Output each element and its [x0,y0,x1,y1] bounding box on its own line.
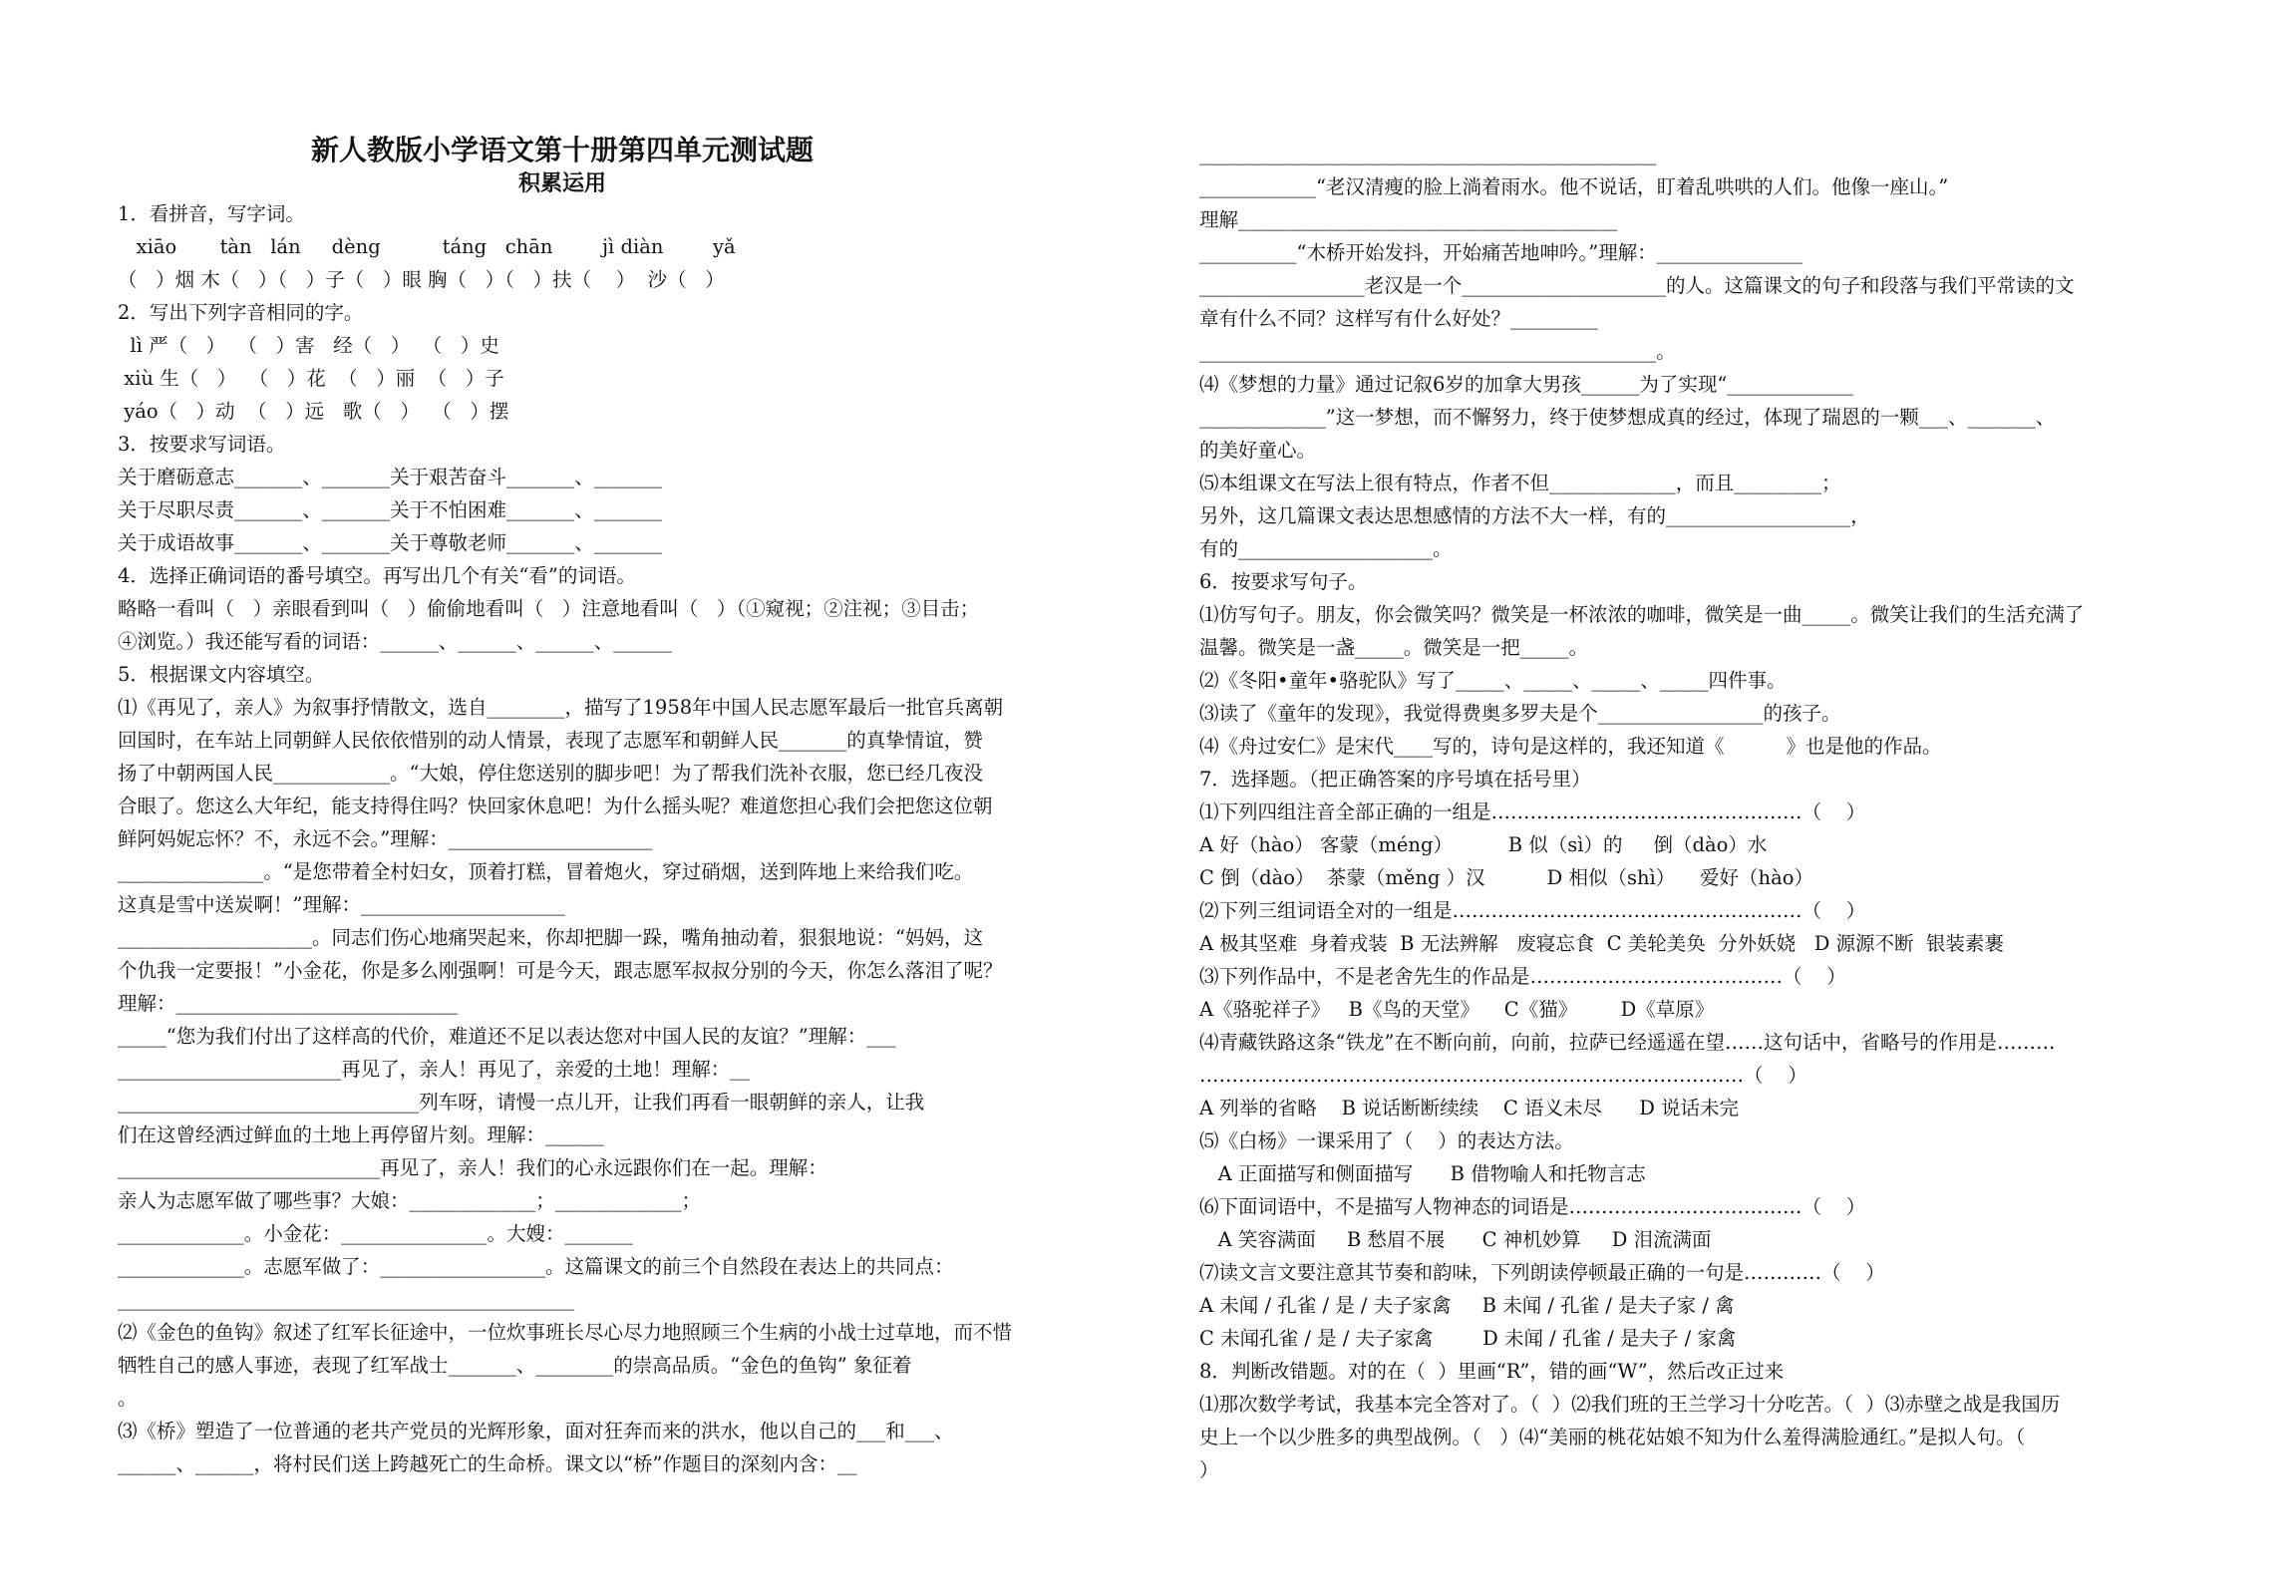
text-line: 温馨。微笑是一盏_____。微笑是一把_____。 [1199,636,1589,659]
text-line: 关于尽职尽责_______、_______关于不怕困难_______、_______ [118,498,663,521]
text-line: lì 严（ ） （ ）害 经（ ） （ ）史 [118,334,499,357]
text-line: A 未闻 / 孔雀 / 是 / 夫子家禽 B 未闻 / 孔雀 / 是夫子家 / 禽 [1199,1294,1735,1317]
text-line: ⑶读了《童年的发现》，我觉得费奥多罗夫是个_________________的孩子。 [1199,702,1841,725]
text-line: 关于成语故事_______、_______关于尊敬老师_______、_______ [118,531,663,554]
text-line: xiāo tàn lán dèng táng chān jì diàn yǎ [118,235,736,258]
text-line: 的美好童心。 [1199,439,1317,462]
text-line: 关于磨砺意志_______、_______关于艰苦奋斗_______、_______ [118,466,663,488]
text-line: ④浏览。）我还能写看的词语：______、______、______、______ [118,630,672,653]
text-line: 1．看拼音，写字词。 [118,202,305,225]
text-line: __________“木桥开始发抖，开始痛苦地呻吟。”理解：_______________ [1199,241,1803,264]
text-line: ⑴仿写句子。朋友，你会微笑吗？微笑是一杯浓浓的咖啡，微笑是一曲_____。微笑让我们的生活充满了 [1199,603,2085,626]
text-line: 回国时，在车站上同朝鲜人民依依惜别的动人情景，表现了志愿军和朝鲜人民_______的真挚情谊，赞 [118,729,983,752]
text-line: （ ）烟 木（ ）（ ）子（ ）眼 胸（ ）（ ）扶（ ） 沙（ ） [118,268,725,291]
text-line: 另外，这几篇课文表达思想感情的方法不大一样，有的___________________， [1199,504,1870,527]
text-line: ⑺读文言文要注意其节奏和韵味，下列朗读停顿最正确的一句是…………（ ） [1199,1261,1885,1284]
text-line: 5．根据课文内容填空。 [118,663,325,686]
text-line: 有的____________________。 [1199,537,1453,560]
text-line: C 倒（dào） 茶蒙（měng ）汉 D 相似（shì） 爱好（hào） [1199,866,1813,889]
text-line: _____________”这一梦想，而不懈努力，终于使梦想成真的经过，体现了瑞恩的一颗___、_______、 [1199,406,2056,429]
text-line: A 列举的省略 B 说话断断续续 C 语义未尽 D 说话未完 [1199,1097,1740,1119]
text-line: _________________老汉是一个_____________________的人。这篇课文的句子和段落与我们平常读的文 [1199,274,2075,297]
left-text-body [118,197,1127,1480]
text-line: ⑸本组课文在写法上很有特点，作者不但_____________，而且_________； [1199,472,1841,494]
text-line: 理解：_____________________________ [118,992,459,1015]
text-line: 章有什么不同？这样写有什么好处？_________ [1199,307,1598,330]
text-line: ⑷《舟过安仁》是宋代____写的，诗句是这样的，我还知道《 》也是他的作品。 [1199,735,1942,758]
section-subtitle: 积累运用 [517,170,606,196]
right-column [1199,138,2198,1486]
text-line: ____________“老汉清瘦的脸上淌着雨水。他不说话，盯着乱哄哄的人们。他像一座山。” [1199,175,1949,198]
text-line: A 笑容满面 B 愁眉不展 C 神机妙算 D 泪流满面 [1199,1228,1712,1251]
text-line: ⑵《金色的鱼钩》叙述了红军长征途中，一位炊事班长尽心尽力地照顾三个生病的小战士过草地，而不惜 [118,1321,1013,1344]
text-line: 略略一看叫（ ）亲眼看到叫（ ）偷偷地看叫（ ）注意地看叫（ ）（①窥视；②注视；③目击； [118,597,980,620]
text-line: 理解_______________________________________ [1199,208,1618,231]
text-line: 个仇我一定要报！”小金花，你是多么刚强啊！可是今天，跟志愿军叔叔分别的今天，你怎么落泪了呢？ [118,959,1003,982]
text-line: ） [1199,1458,1219,1481]
text-line: ⑴《再见了，亲人》为叙事抒情散文，选自________，描写了1958年中国人民志愿军最后一批官兵离朝 [118,696,1004,719]
text-line: ⑷青藏铁路这条“铁龙”在不断向前，向前，拉萨已经遥遥在望……这句话中，省略号的作用是……… [1199,1031,2056,1054]
text-line: A 好（hào） 客蒙（méng） B 似（sì）的 倒（dào）水 [1199,833,1768,856]
text-line: ⑴下列四组注音全部正确的一组是…………………………………………（ ） [1199,800,1866,823]
text-line: _______________________________列车呀，请慢一点儿开，让我们再看一眼朝鲜的亲人，让我 [118,1091,925,1114]
text-line: _______________。“是您带着全村妇女，顶着打糕，冒着炮火，穿过硝烟，送到阵地上来给我们吃。 [118,860,974,883]
text-line: _______________________________________________ [1199,143,1657,165]
text-line: 史上一个以少胜多的典型战例。（ ）⑷“美丽的桃花姑娘不知为什么羞得满脸通红。”是拟人句。（ [1199,1426,2026,1448]
text-line: ____________________。同志们伤心地痛哭起来，你却把脚一跺，嘴角抽动着，狠狠地说：“妈妈，这 [118,926,983,949]
text-line: 2．写出下列字音相同的字。 [118,301,364,324]
text-line: 。 [118,1387,138,1410]
text-line: …………………………………………………………………………（ ） [1199,1064,1807,1087]
text-line: _______________________再见了，亲人！再见了，亲爱的土地！理解：__ [118,1058,750,1081]
left-column [118,132,1127,1480]
text-line: 这真是雪中送炭啊！”理解：_____________________ [118,893,565,916]
text-line: _______________________________________________。 [1199,340,1676,363]
text-line: yáo（ ）动 （ ）远 歌（ ） （ ）摆 [118,400,509,423]
text-line: 亲人为志愿军做了哪些事？大娘：_____________；_____________； [118,1189,702,1212]
text-line: 合眼了。您这么大年纪，能支持得住吗？快回家休息吧！为什么摇头呢？难道您担心我们会把您这位朝 [118,795,993,817]
text-line: 扬了中朝两国人民____________。“大娘，停住您送别的脚步吧！为了帮我们洗补衣服，您已经几夜没 [118,762,983,785]
text-line: ⑵下列三组词语全对的一组是………………………………………………（ ） [1199,899,1866,922]
text-line: 牺牲自己的感人事迹，表现了红军战士_______、________的崇高品质。“金色的鱼钩” 象征着 [118,1354,912,1377]
text-line: ______、______，将村民们送上跨越死亡的生命桥。课文以“桥”作题目的深刻内含：__ [118,1452,857,1475]
text-line: C 未闻孔雀 / 是 / 夫子家禽 D 未闻 / 孔雀 / 是夫子 / 家禽 [1199,1327,1737,1350]
text-line: 4．选择正确词语的番号填空。再写出几个有关“看”的词语。 [118,564,636,587]
text-line: ⑵《冬阳•童年•骆驼队》写了_____、_____、_____、_____四件事。 [1199,669,1787,692]
text-line: 3．按要求写词语。 [118,433,286,456]
text-line: 6．按要求写句子。 [1199,570,1368,593]
text-line: A 极其坚难 身着戎装 B 无法辨解 废寝忘食 C 美轮美奂 分外妖娆 D 源源不断 银装素裹 [1199,932,2004,955]
text-line: A 正面描写和侧面描写 B 借物喻人和托物言志 [1199,1162,1646,1185]
text-line: ⑶下列作品中，不是老舍先生的作品是…………………………………（ ） [1199,965,1846,988]
text-line: _____“您为我们付出了这样高的代价，难道还不足以表达您对中国人民的友谊？”理解：___ [118,1025,896,1048]
text-line: 8．判断改错题。对的在（ ）里画“R”，错的画“W”，然后改正过来 [1199,1360,1785,1383]
text-line: 们在这曾经洒过鲜血的土地上再停留片刻。理解：______ [118,1123,604,1146]
page-title: 新人教版小学语文第十册第四单元测试题 [310,134,814,166]
right-text-body [1199,138,2198,1486]
text-line: _______________________________________________ [118,1288,575,1311]
text-line: 鲜阿妈妮忘怀？不，永远不会。”理解：_____________________ [118,827,653,850]
text-line: ⑷《梦想的力量》通过记叙6岁的加拿大男孩______为了实现“_____________ [1199,373,1854,396]
text-line: ___________________________再见了，亲人！我们的心永远跟你们在一起。理解： [118,1156,827,1179]
text-line: xiù 生（ ） （ ）花 （ ）丽 （ ）子 [118,367,504,390]
text-line: _____________。志愿军做了：_________________。这篇课文的前三个自然段在表达上的共同点： [118,1255,954,1278]
text-line: ⑹下面词语中，不是描写人物神态的词语是………………………………（ ） [1199,1195,1866,1218]
text-line: _____________。小金花：_______________。大嫂：_______ [118,1222,633,1245]
text-line: A《骆驼祥子》 B《鸟的天堂》 C《猫》 D《草原》 [1199,998,1715,1021]
text-line: ⑴那次数学考试，我基本完全答对了。（ ）⑵我们班的王兰学习十分吃苦。（ ）⑶赤壁之战是我国历 [1199,1393,2061,1416]
text-line: ⑶《桥》塑造了一位普通的老共产党员的光辉形象，面对狂奔而来的洪水，他以自己的___和___、 [118,1420,954,1442]
text-line: ⑸《白杨》一课采用了（ ）的表达方法。 [1199,1129,1574,1152]
text-line: 7．选择题。（把正确答案的序号填在括号里） [1199,768,1591,791]
